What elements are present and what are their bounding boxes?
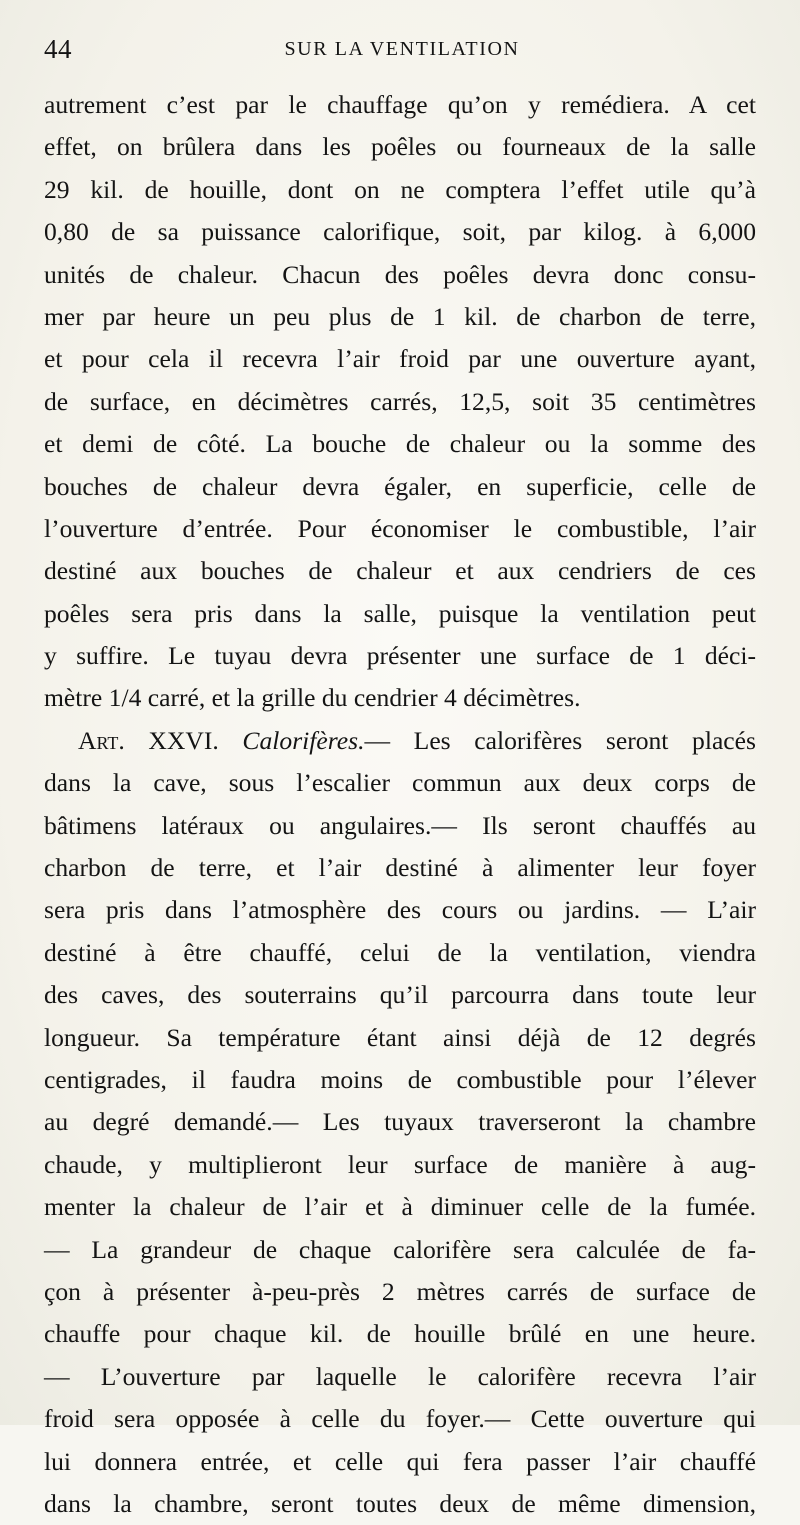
text-line: froid sera opposée à celle du foyer.— Cette ouverture qui bbox=[44, 1404, 756, 1434]
page-number: 44 bbox=[44, 34, 72, 64]
text-line: chaude, y multiplieront leur surface de manière à aug- bbox=[44, 1149, 756, 1179]
text-line: et pour cela il recevra l’air froid par une ouverture ayant, bbox=[44, 344, 756, 374]
text-line: 0,80 de sa puissance calorifique, soit, par kilog. à 6,000 bbox=[44, 217, 756, 247]
text-line: charbon de terre, et l’air destiné à alimenter leur foyer bbox=[44, 853, 756, 883]
text-line: dans la chambre, seront toutes deux de même dimension, bbox=[44, 1488, 756, 1518]
text-line: de surface, en décimètres carrés, 12,5, soit 35 centimètres bbox=[44, 386, 756, 416]
article-label: Art. XXVI. bbox=[78, 725, 219, 755]
text-line: 29 kil. de houille, dont on ne comptera l’effet utile qu’à bbox=[44, 174, 756, 204]
page-header bbox=[44, 34, 744, 74]
text-line: — La grandeur de chaque calorifère sera calculée de fa- bbox=[44, 1234, 756, 1264]
text-line: et demi de côté. La bouche de chaleur ou la somme des bbox=[44, 429, 756, 459]
text-line: dans la cave, sous l’escalier commun aux deux corps de bbox=[44, 768, 756, 798]
text-line: mer par heure un peu plus de 1 kil. de charbon de terre, bbox=[44, 301, 756, 331]
text-line: centigrades, il faudra moins de combustible pour l’élever bbox=[44, 1064, 756, 1094]
text-line: mètre 1/4 carré, et la grille du cendrier 4 décimètres. bbox=[44, 683, 581, 713]
text-line: effet, on brûlera dans les poêles ou fourneaux de la salle bbox=[44, 132, 756, 162]
text-line: sera pris dans l’atmosphère des cours ou jardins. — L’air bbox=[44, 895, 756, 925]
running-head: SUR LA VENTILATION bbox=[284, 38, 520, 60]
text-line: longueur. Sa température étant ainsi déjà de 12 degrés bbox=[44, 1022, 756, 1052]
text-line: chauffe pour chaque kil. de houille brûlé en une heure. bbox=[44, 1319, 756, 1349]
article-first-line-text: — Les calorifères seront placés bbox=[364, 725, 756, 755]
body-text bbox=[44, 84, 756, 1525]
article-first-line bbox=[44, 720, 756, 762]
text-line: l’ouverture d’entrée. Pour économiser le combustible, l’air bbox=[44, 513, 756, 543]
text-line: des caves, des souterrains qu’il parcourra dans toute leur bbox=[44, 980, 756, 1010]
text-line: autrement c’est par le chauffage qu’on y remédiera. A cet bbox=[44, 90, 756, 119]
text-line: destiné à être chauffé, celui de la ventilation, viendra bbox=[44, 937, 756, 967]
text-line: unités de chaleur. Chacun des poêles devra donc consu- bbox=[44, 259, 756, 289]
text-line: çon à présenter à-peu-près 2 mètres carrés de surface de bbox=[44, 1276, 756, 1306]
text-line: destiné aux bouches de chaleur et aux cendriers de ces bbox=[44, 556, 756, 586]
article-title: Calorifères. bbox=[242, 725, 365, 755]
text-line: poêles sera pris dans la salle, puisque la ventilation peut bbox=[44, 598, 756, 628]
text-line: menter la chaleur de l’air et à diminuer celle de la fumée. bbox=[44, 1192, 756, 1222]
text-line: bâtimens latéraux ou angulaires.— Ils seront chauffés au bbox=[44, 810, 756, 840]
text-line: bouches de chaleur devra égaler, en superficie, celle de bbox=[44, 471, 756, 501]
text-line: — L’ouverture par laquelle le calorifère recevra l’air bbox=[44, 1361, 756, 1391]
text-line: au degré demandé.— Les tuyaux traverseront la chambre bbox=[44, 1107, 756, 1137]
text-line: y suffire. Le tuyau devra présenter une surface de 1 déci- bbox=[44, 641, 756, 671]
text-line: lui donnera entrée, et celle qui fera passer l’air chauffé bbox=[44, 1446, 756, 1476]
